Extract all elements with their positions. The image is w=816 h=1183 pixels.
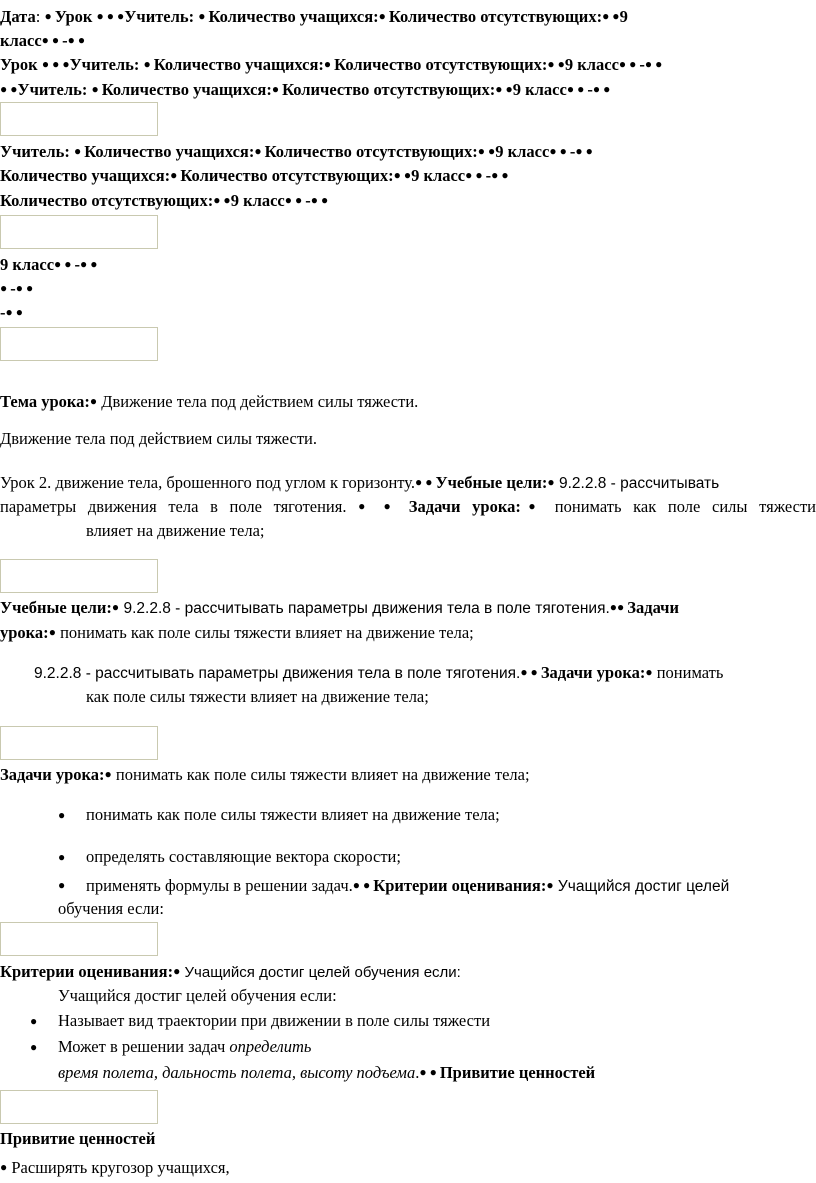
criteria-line bbox=[0, 959, 461, 985]
topic-plain: Движение тела под действием силы тяжести. bbox=[0, 429, 318, 448]
criteria-bullet-2-cont bbox=[58, 1060, 595, 1085]
header-text: - bbox=[74, 255, 81, 274]
dot: ● bbox=[198, 9, 209, 23]
criteria-text: . bbox=[415, 1063, 420, 1082]
dot: ● ● bbox=[5, 305, 23, 319]
dot: ● bbox=[520, 499, 544, 513]
dot: ● ● bbox=[520, 665, 541, 679]
header-text: Количество отсутствующих: bbox=[334, 55, 548, 74]
task-bullet-3 bbox=[86, 873, 729, 899]
topic-label: Тема урока: bbox=[0, 392, 90, 411]
header-text: Дата bbox=[0, 7, 36, 26]
values-label: Привитие ценностей bbox=[439, 1063, 596, 1082]
header-text: Количество отсутствующих: bbox=[180, 166, 394, 185]
dot: ● ● bbox=[592, 82, 611, 96]
criteria-indent-line: Учащийся достиг целей обучения если: bbox=[58, 986, 337, 1005]
header-text: Количество учащихся: bbox=[84, 142, 255, 161]
empty-box bbox=[0, 102, 158, 136]
bullet-icon: ● bbox=[58, 808, 66, 822]
dot: ● bbox=[48, 625, 56, 639]
topic-line bbox=[0, 389, 418, 414]
header-row bbox=[0, 139, 593, 164]
header-row bbox=[0, 52, 662, 77]
dot: ● ● bbox=[15, 281, 34, 295]
tasks-label: Задачи bbox=[627, 598, 679, 617]
dot: ● bbox=[0, 281, 11, 295]
tasks-label: Задачи урока: bbox=[540, 663, 646, 682]
header-row bbox=[0, 4, 628, 29]
dot: ● bbox=[44, 9, 55, 23]
dot: ● ● bbox=[284, 193, 306, 207]
dot: ● ● bbox=[67, 33, 86, 47]
header-text: Урок bbox=[54, 7, 97, 26]
task-bullet-3-cont: обучения если: bbox=[58, 899, 164, 918]
header-text: 9 bbox=[619, 7, 628, 26]
dot: ● ● bbox=[477, 144, 496, 158]
tasks-label: Задачи урока: bbox=[0, 765, 105, 784]
goals-label: Учебные цели: bbox=[0, 598, 112, 617]
dot: ● ● bbox=[491, 168, 509, 182]
dot: ● bbox=[104, 767, 112, 781]
header-text: класс bbox=[0, 31, 42, 50]
criteria-bullet-1: Называет вид траектории при движении в поле силы тяжести bbox=[58, 1011, 491, 1030]
header-text: 9 класс bbox=[230, 191, 285, 210]
header-row bbox=[0, 163, 509, 188]
task-bullet-2: определять составляющие вектора скорости; bbox=[86, 847, 401, 866]
bullet-icon: ● bbox=[30, 1040, 38, 1054]
header-text: Количество отсутствующих: bbox=[264, 142, 478, 161]
header-text: - bbox=[569, 142, 576, 161]
dot: ● ● bbox=[465, 168, 486, 182]
task-bullet-1: понимать как поле силы тяжести влияет на движение тела; bbox=[86, 805, 500, 824]
dot: ● ● bbox=[415, 475, 436, 489]
dot: ● bbox=[111, 600, 120, 614]
header-text: 9 класс bbox=[512, 80, 567, 99]
header-row bbox=[0, 252, 98, 277]
header-text: - bbox=[10, 279, 16, 298]
dot: ● ● bbox=[54, 257, 75, 271]
criteria-bullet-2 bbox=[58, 1035, 311, 1059]
criteria-text: определить bbox=[229, 1037, 312, 1056]
dot: ● ● bbox=[602, 9, 620, 23]
dot: ● ● bbox=[618, 57, 640, 71]
criteria-label: Критерии оценивания: bbox=[0, 962, 174, 981]
goals-line-2 bbox=[0, 620, 474, 645]
goals-label: Учебные цели: bbox=[435, 473, 548, 492]
bullet-icon: ● bbox=[58, 850, 66, 864]
empty-box bbox=[0, 1090, 158, 1124]
tasks-label: Задачи урока: bbox=[408, 497, 521, 516]
dot: ● bbox=[546, 878, 554, 892]
dot: ● ● bbox=[358, 499, 409, 513]
criteria-label: Критерии оценивания: bbox=[373, 876, 547, 895]
header-text: : bbox=[35, 7, 45, 26]
dot: ● bbox=[143, 57, 154, 71]
bullet-icon: ● bbox=[58, 878, 66, 892]
header-text: Количество отсутствующих: bbox=[388, 7, 603, 26]
lesson-text: понимать как поле силы тяжести bbox=[543, 497, 816, 516]
header-text: - bbox=[587, 80, 593, 99]
header-text: Количество учащихся: bbox=[101, 80, 272, 99]
tasks-label: урока: bbox=[0, 623, 49, 642]
tasks-text: понимать как поле силы тяжести влияет на движение тела; bbox=[55, 623, 474, 642]
dot: ● bbox=[271, 82, 283, 96]
lesson-line-3: влияет на движение тела; bbox=[86, 521, 265, 540]
header-text: - bbox=[0, 303, 6, 322]
header-text: Учитель: bbox=[0, 142, 74, 161]
dot: ● bbox=[91, 82, 102, 96]
bullet-icon: ● bbox=[30, 1014, 38, 1028]
header-text: 9 класс bbox=[0, 255, 55, 274]
goals-text: 9.2.2.8 - рассчитывать параметры движения тела в поле тяготения. bbox=[119, 600, 610, 617]
header-row bbox=[0, 276, 33, 301]
lesson-line-2 bbox=[0, 494, 816, 519]
dot: ● bbox=[645, 665, 653, 679]
empty-box bbox=[0, 559, 158, 593]
header-text: Учитель: bbox=[69, 55, 144, 74]
dot: ● ● bbox=[575, 144, 593, 158]
header-row bbox=[0, 77, 610, 102]
criteria-text: Может в решении задач bbox=[58, 1037, 230, 1056]
dot: ● bbox=[89, 394, 98, 408]
dot: ● bbox=[173, 964, 181, 978]
dot: ● ● bbox=[547, 57, 565, 71]
tasks-text: понимать как поле силы тяжести влияет на движение тела; bbox=[111, 765, 530, 784]
goals-line-1 bbox=[0, 595, 679, 621]
task-text: Учащийся достиг целей bbox=[553, 878, 730, 895]
dot: ● bbox=[547, 475, 555, 489]
dot: ● ● bbox=[80, 257, 98, 271]
values-line bbox=[0, 1155, 230, 1180]
values-text: Расширять кругозор учащихся, bbox=[7, 1158, 230, 1177]
topic-text: Движение тела под действием силы тяжести. bbox=[97, 392, 419, 411]
dot: ● ● bbox=[393, 168, 412, 182]
header-text: - bbox=[639, 55, 645, 74]
dot: ● ● ● bbox=[41, 57, 70, 71]
indent-line-2: как поле силы тяжести влияет на движение тела; bbox=[86, 687, 429, 706]
empty-box bbox=[0, 726, 158, 760]
lesson-text: Урок 2. движение тела, брошенного под углом к горизонту. bbox=[0, 473, 415, 492]
dot: ●● bbox=[609, 600, 628, 614]
dot: ● ● bbox=[0, 82, 18, 96]
dot: ● ● bbox=[352, 878, 374, 892]
header-text: 9 класс bbox=[495, 142, 550, 161]
header-text: - bbox=[305, 191, 311, 210]
header-row bbox=[0, 28, 85, 53]
header-text: Количество учащихся: bbox=[0, 166, 171, 185]
dot: ● bbox=[0, 1160, 8, 1174]
lesson-line-1 bbox=[0, 470, 719, 496]
dot: ● ● bbox=[549, 144, 570, 158]
lesson-text: 9.2.2.8 - рассчитывать bbox=[554, 475, 720, 492]
dot: ● ● bbox=[419, 1065, 440, 1079]
header-text: Урок bbox=[0, 55, 42, 74]
dot: ● ● ● bbox=[96, 9, 125, 23]
header-row bbox=[0, 300, 23, 325]
dot: ● bbox=[170, 168, 181, 182]
header-row bbox=[0, 188, 328, 213]
dot: ● bbox=[254, 144, 265, 158]
empty-box bbox=[0, 327, 158, 361]
dot: ● bbox=[323, 57, 335, 71]
header-text: - bbox=[62, 31, 68, 50]
criteria-text: время полета, дальность полета, высоту подъема bbox=[58, 1063, 416, 1082]
indent-text: понимать bbox=[652, 663, 724, 682]
dot: ● ● bbox=[310, 193, 329, 207]
header-text: 9 класс bbox=[411, 166, 466, 185]
dot: ● ● bbox=[566, 82, 588, 96]
dot: ● ● bbox=[41, 33, 63, 47]
dot: ● ● bbox=[213, 193, 231, 207]
empty-box bbox=[0, 922, 158, 956]
task-text: применять формулы в решении задач. bbox=[86, 876, 353, 895]
header-text: Учитель: bbox=[124, 7, 199, 26]
tasks-line bbox=[0, 762, 530, 787]
header-text: Количество отсутствующих: bbox=[282, 80, 496, 99]
dot: ● bbox=[378, 9, 389, 23]
dot: ● ● bbox=[644, 57, 663, 71]
dot: ● bbox=[73, 144, 85, 158]
lesson-text: параметры движения тела в поле тяготения. bbox=[0, 497, 347, 516]
header-text: 9 класс bbox=[564, 55, 619, 74]
dot: ● ● bbox=[495, 82, 513, 96]
header-text: Количество учащихся: bbox=[208, 7, 379, 26]
empty-box bbox=[0, 215, 158, 249]
header-text: Количество отсутствующих: bbox=[0, 191, 214, 210]
criteria-text: Учащийся достиг целей обучения если: bbox=[180, 964, 461, 981]
indent-line-1 bbox=[34, 660, 723, 686]
indent-text: 9.2.2.8 - рассчитывать параметры движения тела в поле тяготения. bbox=[34, 665, 521, 682]
header-text: Количество учащихся: bbox=[153, 55, 324, 74]
values-label: Привитие ценностей bbox=[0, 1129, 156, 1148]
header-text: Учитель: bbox=[17, 80, 92, 99]
header-text: - bbox=[485, 166, 492, 185]
